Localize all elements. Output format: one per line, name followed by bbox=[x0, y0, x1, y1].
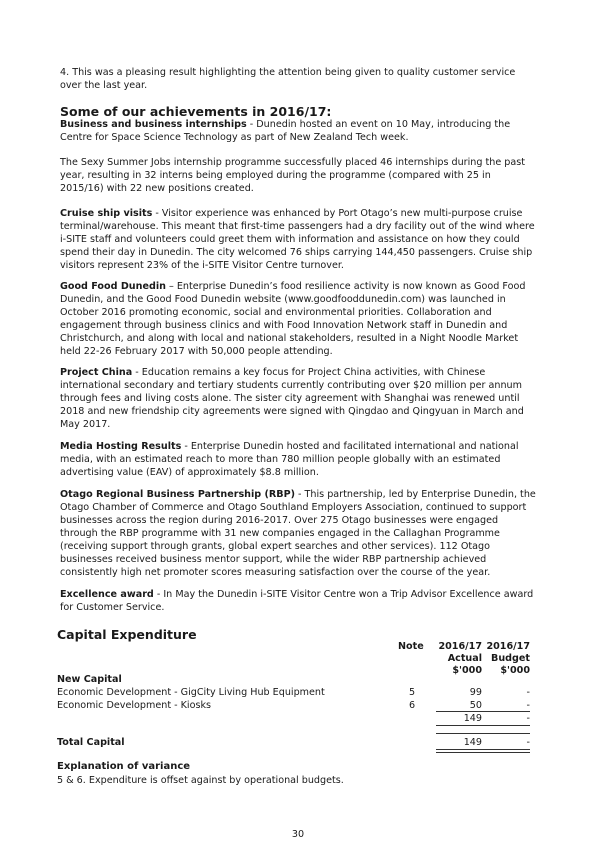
total-actual: 149 bbox=[463, 737, 482, 748]
paragraph-text: - This partnership, led by Enterprise Dunedin, the Otago Chamber of Commerce and Otago Southland Employers Association, continued to support businesses across the region during 2016-2017. Over 275 Otago businesses were engaged through the RBP programme with 31 new companies engaged in the Callaghan Programme (receiving support through grants, global expert searches and other services). 112 Otago businesses received business mentor support, while the wider RBP partnership achieved consistently high net promoter scores measuring satisfaction over the course of the year. bbox=[60, 489, 536, 578]
achievements-heading: Some of our achievements in 2016/17: bbox=[60, 104, 332, 119]
table-row-label: Economic Development - GigCity Living Hub Equipment bbox=[57, 687, 325, 698]
paragraph-title: Media Hosting Results bbox=[60, 441, 182, 452]
paragraph-title: Otago Regional Business Partnership (RBP) bbox=[60, 489, 295, 500]
variance-heading: Explanation of variance bbox=[57, 761, 191, 772]
subtotal-bottom-rule bbox=[436, 725, 530, 726]
paragraph-text: The Sexy Summer Jobs internship programme successfully placed 46 internships during the past year, resulting in 32 interns being employed during the programme (compared with 25 in 2015/16) with 22 new positions created. bbox=[60, 157, 526, 194]
col-header-actual-year: 2016/17 bbox=[438, 641, 482, 652]
paragraph-title: Business and business internships bbox=[60, 119, 247, 130]
col-header-actual-label: Actual bbox=[447, 653, 482, 664]
col-header-budget-unit: $'000 bbox=[500, 665, 530, 676]
paragraph-text: – Enterprise Dunedin’s food resilience activity is now known as Good Food Dunedin, and the Good Food Dunedin website (www.goodfooddunedin.com) was launched in October 2016 promoting economic, social and environmental priorities. Collaboration and engagement through business clinics and with Food Innovation Network staff in Dunedin and Christchurch, and along with local and national stakeholders, resulted in a Night Noodle Market held 22-26 February 2017 with 50,000 people attending. bbox=[60, 281, 526, 357]
total-capital-label: Total Capital bbox=[57, 737, 125, 748]
paragraph-text: - In May the Dunedin i-SITE Visitor Centre won a Trip Advisor Excellence award for Customer Service. bbox=[60, 589, 534, 613]
table-row-note: 5 bbox=[409, 687, 416, 698]
table-row-budget: - bbox=[526, 700, 530, 711]
total-budget: - bbox=[526, 737, 530, 748]
table-row-label: Economic Development - Kiosks bbox=[57, 700, 212, 711]
col-header-actual-unit: $'000 bbox=[452, 665, 482, 676]
paragraph-title: Cruise ship visits bbox=[60, 208, 153, 219]
capex-heading: Capital Expenditure bbox=[57, 627, 197, 642]
col-header-budget-year: 2016/17 bbox=[486, 641, 530, 652]
new-capital-label: New Capital bbox=[57, 674, 122, 685]
table-row-budget: - bbox=[526, 687, 530, 698]
col-header-budget-label: Budget bbox=[491, 653, 530, 664]
paragraph-text: - Education remains a key focus for Project China activities, with Chinese international secondary and tertiary students currently contributing over $20 million per annum through fees and living costs alone. The sister city agreement with Shanghai was renewed until 2018 and new friendship city agreements were signed with Qingdao and Qingyuan in March and May 2017. bbox=[60, 367, 524, 430]
col-header-note: Note bbox=[398, 641, 424, 652]
page-number: 30 bbox=[291, 829, 305, 840]
subtotal-actual: 149 bbox=[463, 713, 482, 724]
table-row-actual: 50 bbox=[469, 700, 482, 711]
paragraph-title: Project China bbox=[60, 367, 133, 378]
table-row-actual: 99 bbox=[469, 687, 482, 698]
variance-text: 5 & 6. Expenditure is offset against by operational budgets. bbox=[57, 775, 344, 786]
paragraph-text: - Enterprise Dunedin hosted and facilitated international and national media, with an estimated reach to more than 780 million people globally with an estimated advertising value (EAV) of approximately $8.8 million. bbox=[60, 441, 519, 478]
paragraph-title: Excellence award bbox=[60, 589, 154, 600]
total-top-rule bbox=[436, 733, 530, 734]
paragraph-text: - Dunedin hosted an event on 10 May, introducing the Centre for Space Science Technology as part of New Zealand Tech week. bbox=[60, 119, 511, 143]
subtotal-budget: - bbox=[526, 713, 530, 724]
total-double-rule bbox=[436, 749, 530, 753]
paragraph-text: - Visitor experience was enhanced by Port Otago’s new multi-purpose cruise terminal/warehouse. This meant that first-time passengers had a dry facility out of the wind where i-SITE staff and volunteers could greet them with information and assistance on how they could spend their day in Dunedin. The city welcomed 76 ships carrying 144,450 passengers. Cruise ship visitors represent 23% of the i-SITE Visitor Centre turnover. bbox=[60, 208, 535, 271]
intro-paragraph: 4. This was a pleasing result highlighting the attention being given to quality customer service over the last year. bbox=[60, 67, 516, 91]
table-row-note: 6 bbox=[409, 700, 416, 711]
paragraph-title: Good Food Dunedin bbox=[60, 281, 166, 292]
